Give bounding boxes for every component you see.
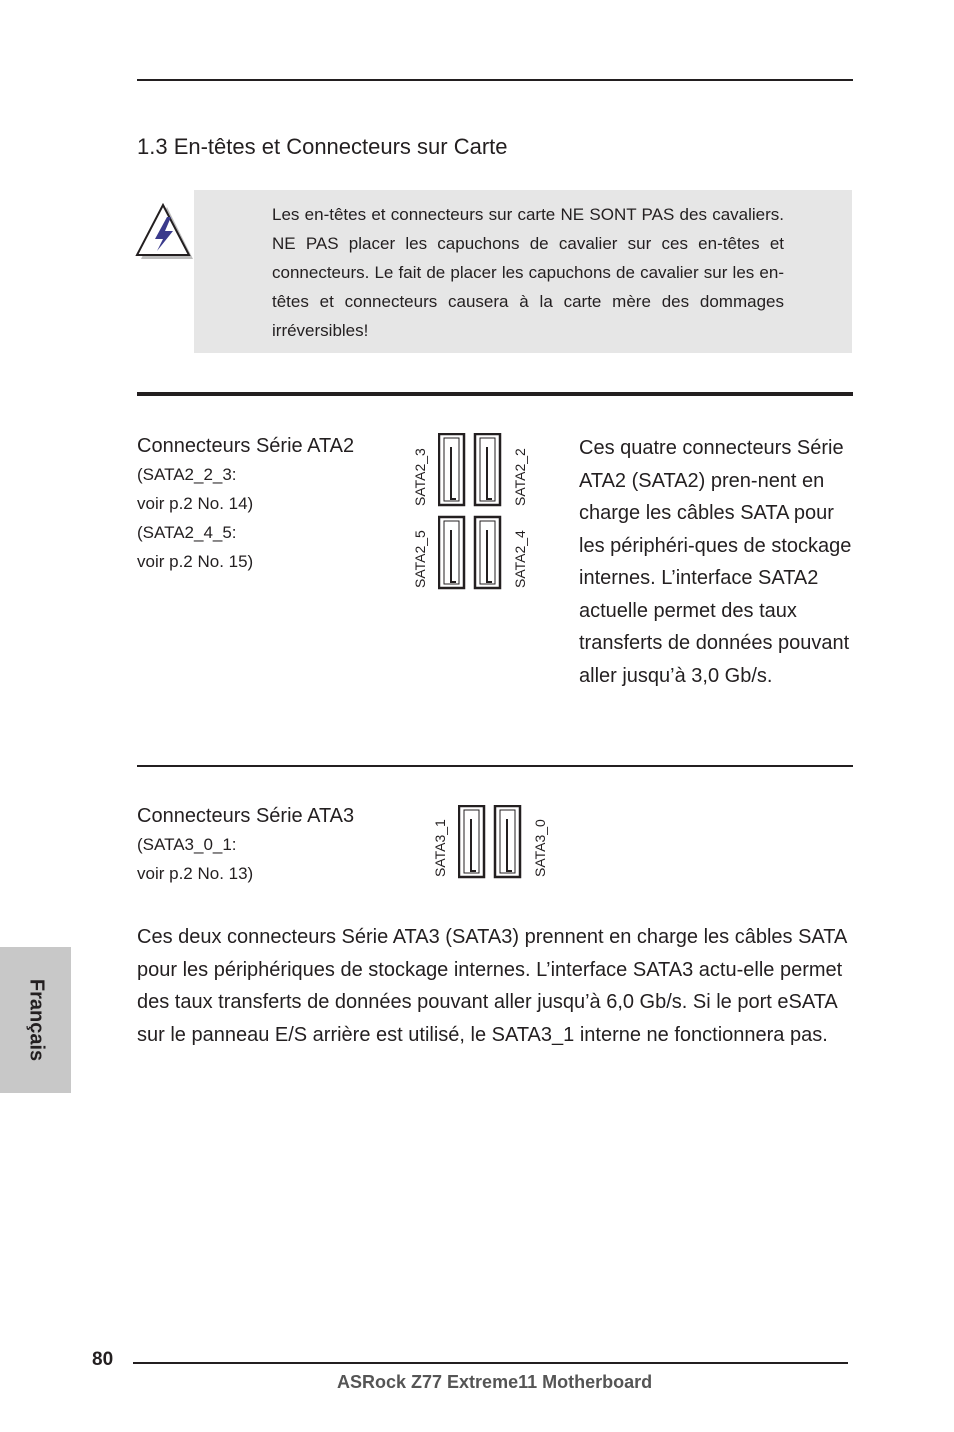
sata2-label-top-left: SATA2_3	[412, 448, 428, 506]
sata2-ref-line: (SATA2_2_3:	[137, 465, 237, 484]
warning-text: Les en-têtes et connecteurs sur carte NE SONT PAS des cavaliers. NE PAS placer les capuchons de cavalier sur ces en-têtes et connecteurs. Le fait de placer les capuchons de cavalier sur les en-têtes et connecteurs causera à la carte mère des dommages irréversibles!	[272, 205, 784, 340]
sata2-ref-line: voir p.2 No. 15)	[137, 552, 254, 571]
sata2-connector-diagram	[438, 433, 504, 590]
sata3-heading-block	[137, 805, 354, 888]
top-rule	[137, 79, 853, 81]
sata3-ref-line: (SATA3_0_1:	[137, 835, 237, 854]
sata3-description: Ces deux connecteurs Série ATA3 (SATA3) prennent en charge les câbles SATA pour les périphériques de stockage internes. L’interface SATA3 actu-elle permet des taux transferts de données pouvant aller jusqu’à 6,0 Gb/s. Si le port eSATA sur le panneau E/S arrière est utilisé, le SATA3_1 interne ne fonctionnera pas.	[137, 926, 847, 1046]
sata3-label-right: SATA3_0	[532, 819, 548, 877]
section-divider-thick	[137, 392, 853, 396]
footer-rule	[133, 1362, 848, 1364]
sata3-title: Connecteurs Série ATA3	[137, 805, 355, 827]
section-title: 1.3 En-têtes et Connecteurs sur Carte	[137, 134, 508, 159]
warning-triangle-icon	[133, 203, 195, 261]
page-number: 80	[92, 1349, 114, 1370]
sata3-ref-line: voir p.2 No. 13)	[137, 864, 254, 883]
language-side-tab	[0, 947, 71, 1093]
sata2-ref-line: (SATA2_4_5:	[137, 523, 237, 542]
sata3-connector-diagram	[458, 805, 524, 879]
sata2-label-top-right: SATA2_2	[512, 448, 528, 506]
language-tab-label: Français	[25, 978, 47, 1062]
sata2-label-bottom-right: SATA2_4	[512, 530, 528, 588]
footer-product-name: ASRock Z77 Extreme11 Motherboard	[337, 1372, 653, 1392]
sata3-label-left: SATA3_1	[432, 819, 448, 877]
sata2-title: Connecteurs Série ATA2	[137, 435, 355, 457]
sata2-ref-line: voir p.2 No. 14)	[137, 494, 254, 513]
sata2-heading-block	[137, 435, 354, 576]
sata2-description: Ces quatre connecteurs Série ATA2 (SATA2) pren-nent en charge les câbles SATA pour les périphéri-ques de stockage internes. L’interface SATA2 actuelle permet des taux transferts de données pouvant aller jusqu’à 3,0 Gb/s.	[579, 437, 852, 687]
warning-box	[194, 190, 852, 353]
sata2-label-bottom-left: SATA2_5	[412, 530, 428, 588]
section-divider	[137, 765, 853, 767]
